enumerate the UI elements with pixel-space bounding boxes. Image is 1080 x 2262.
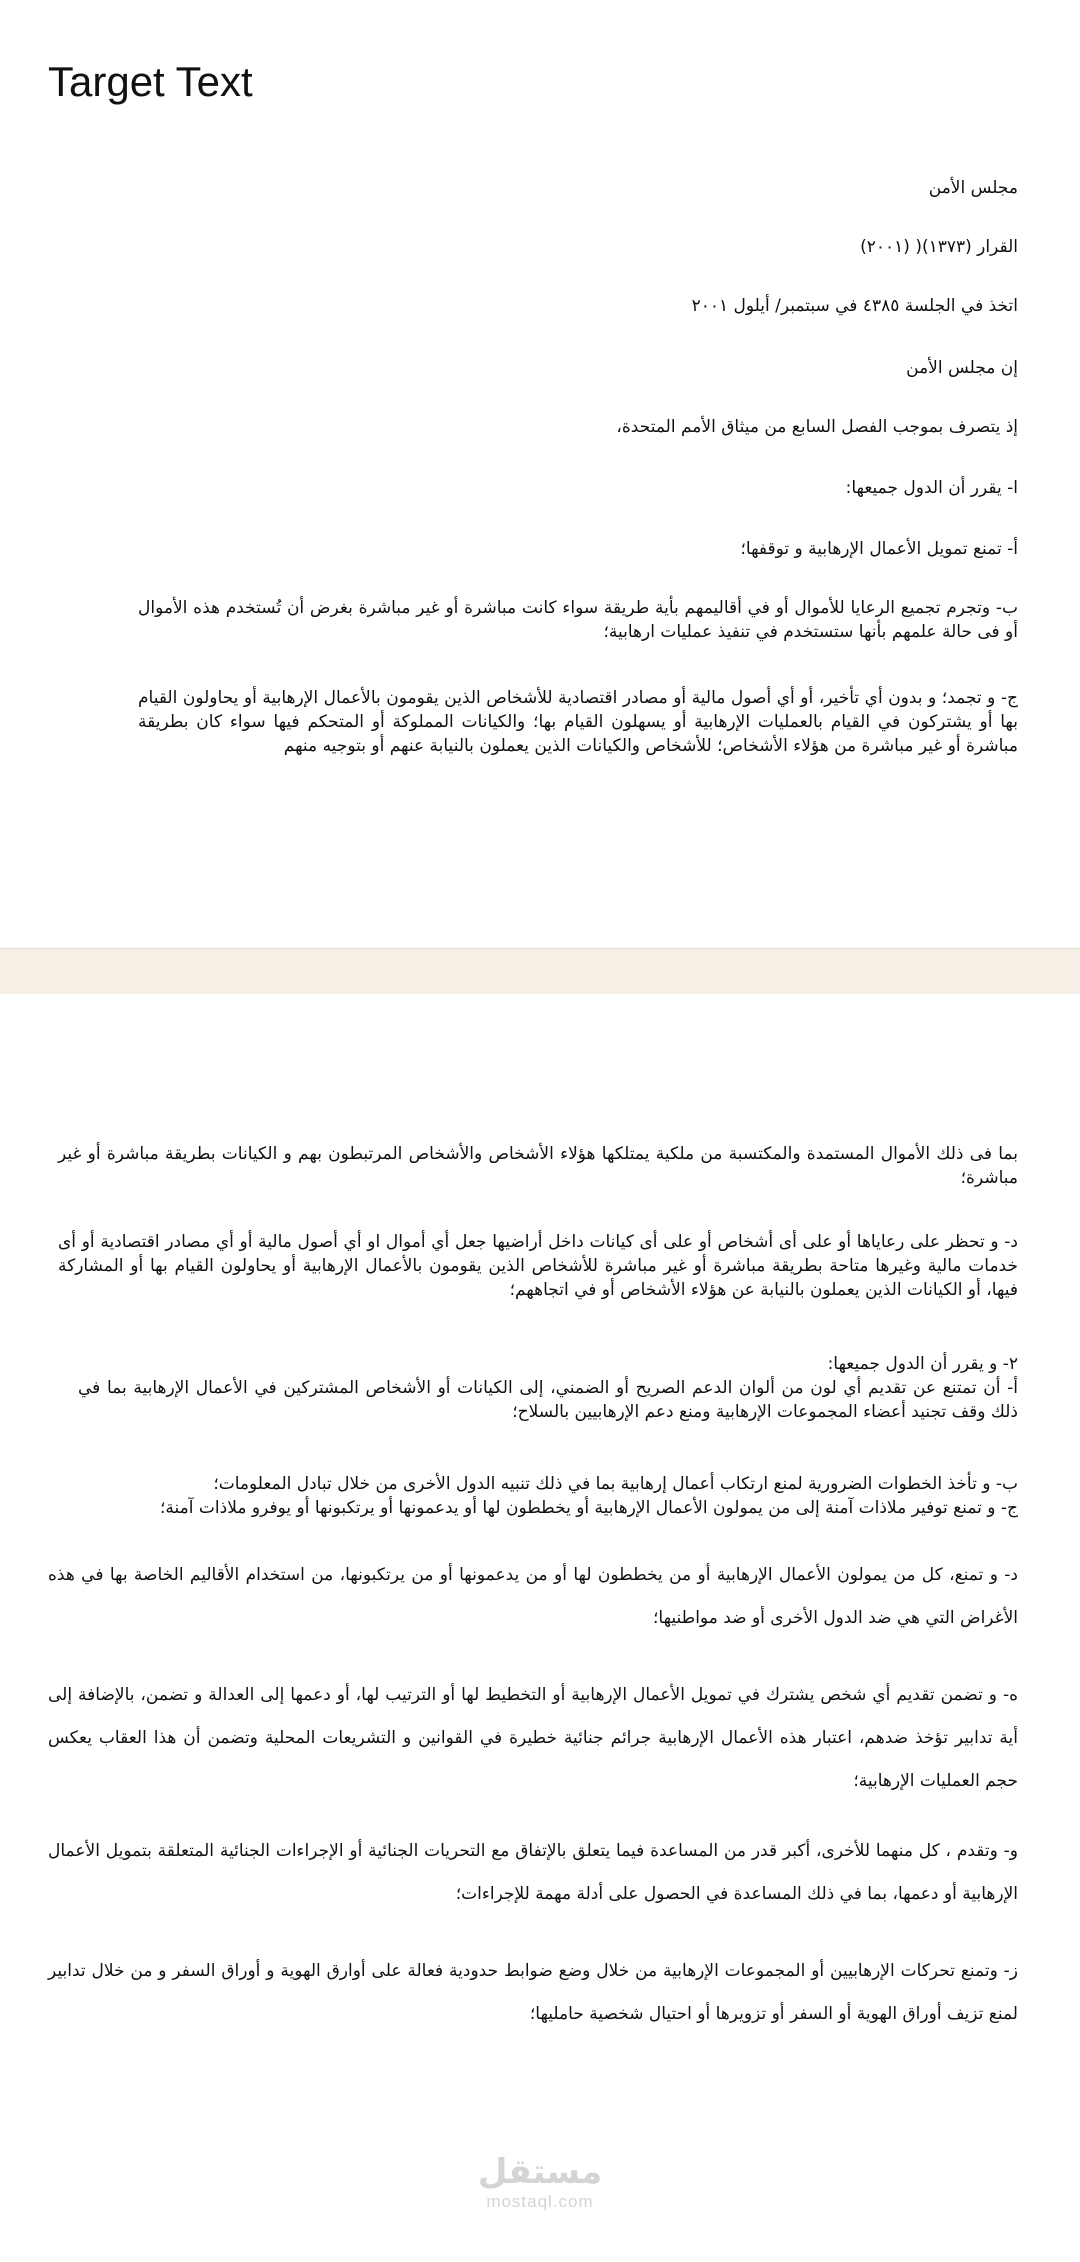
paragraph-session-date: اتخذ في الجلسة ٤٣٨٥ في سبتمبر/ أيلول ٢٠٠١ <box>691 296 1018 316</box>
paragraph-clause-1: ا- يقرر أن الدول جميعها: <box>845 478 1018 498</box>
page-separator <box>0 948 1080 994</box>
document-page-1 <box>0 0 1080 948</box>
paragraph-clause-2e: ه- و تضمن تقديم أي شخص يشترك في تمويل الأعمال الإرهابية أو التخطيط لها أو الترتيب لها، أو دعمها إلى العدالة و تضمن، بالإضافة إلى أية تدابير تؤخذ ضدهم، اعتبار هذه الأعمال الإرهابية جرائم جنائية خطيرة في القوانين و التشريعات المحلية وتضمن أن هذا العقاب يعكس حجم العمليات الإرهابية؛ <box>48 1685 1018 1791</box>
paragraph-charter-chapter: إذ يتصرف بموجب الفصل السابع من ميثاق الأمم المتحدة، <box>616 417 1018 437</box>
paragraph-security-council: مجلس الأمن <box>928 178 1018 198</box>
paragraph-clause-2b: ب- و تأخذ الخطوات الضرورية لمنع ارتكاب أعمال إرهابية بما في ذلك تنبيه الدول الأخرى من خلال تبادل المعلومات؛ <box>213 1474 1018 1494</box>
paragraph-clause-2f: و- وتقدم ، كل منهما للأخرى، أكبر قدر من المساعدة فيما يتعلق بالإتفاق مع التحريات الجنائية أو الإجراءات الجنائية المتعلقة بتمويل الأعمال الإرهابية أو دعمها، بما في ذلك المساعدة في الحصول على أدلة مهمة للإجراءات؛ <box>48 1841 1018 1904</box>
paragraph-clause-2d: د- و تمنع، كل من يمولون الأعمال الإرهابية أو من يخططون لها أو من يدعمونها أو من يرتكبونها، من استخدام الأقاليم الخاصة بها في هذه الأغراض التي هي ضد الدول الأخرى أو ضد مواطنيها؛ <box>48 1565 1018 1628</box>
page-title: Target Text <box>48 58 253 105</box>
paragraph-resolution-number: القرار (١٣٧٣)( (٢٠٠١) <box>860 237 1018 257</box>
paragraph-clause-1b: ب- وتجرم تجميع الرعايا للأموال أو في أقاليمهم بأية طريقة سواء كانت مباشرة أو غير مباشرة بغرض أن تُستخدم هذه الأموال أو فى حالة علمهم بأنها ستستخدم في تنفيذ عمليات ارهابية؛ <box>138 598 1018 642</box>
paragraph-council-intro: إن مجلس الأمن <box>906 358 1018 378</box>
paragraph-clause-2g: ز- وتمنع تحركات الإرهابيين أو المجموعات الإرهابية من خلال وضع ضوابط حدودية فعالة على أوارق الهوية و أوراق السفر و من خلال تدابير لمنع تزيف أوراق الهوية أو السفر أو تزويرها أو احتيال شخصية حامليها؛ <box>48 1961 1018 2024</box>
paragraph-clause-2-heading: ٢- و يقرر أن الدول جميعها: <box>827 1354 1018 1374</box>
paragraph-continuation: بما فى ذلك الأموال المستمدة والمكتسبة من ملكية يمتلكها هؤلاء الأشخاص والأشخاص المرتبطون بهم و الكيانات بطريقة مباشرة أو غير مباشرة؛ <box>58 1144 1018 1188</box>
paragraph-clause-2a: أ- أن تمتنع عن تقديم أي لون من ألوان الدعم الصريح أو الضمني، إلى الكيانات أو الأشخاص المشتركين في الأعمال الإرهابية بما في ذلك وقف تجنيد أعضاء المجموعات الإرهابية ومنع دعم الإرهابيين بالسلاح؛ <box>78 1378 1018 1422</box>
paragraph-clause-1c: ج- و تجمد؛ و بدون أي تأخير، أو أي أصول مالية أو مصادر اقتصادية للأشخاص الذين يقومون بالأعمال الإرهابية أو يحاولون القيام بها أو يشتركون في القيام بالعمليات الإرهابية أو يسهلون القيام بها؛ والكيانات المملوكة أو المتحكم فيها سواء كان بطريقة مباشرة أو غير مباشرة من هؤلاء الأشخاص؛ للأشخاص والكيانات الذين يعملون بالنيابة عنهم أو بتوجيه منهم <box>138 688 1018 756</box>
paragraph-clause-1a: أ- تمنع تمويل الأعمال الإرهابية و توقفها؛ <box>740 539 1018 559</box>
paragraph-clause-1d: د- و تحظر على رعاياها أو على أى أشخاص أو على أى كيانات داخل أراضيها جعل أي أموال او أي أصول مالية أو أي مصادر اقتصادية أو أى خدمات مالية وغيرها متاحة بطريقة مباشرة أو غير مباشرة للأشخاص الذين يقومون بالأعمال الإرهابية أو يحاولون القيام بها أو المشاركة فيها، أو الكيانات الذين يعملون بالنيابة عن هؤلاء الأشخاص أو في اتجاههم؛ <box>58 1232 1018 1300</box>
paragraph-clause-2c: ج- و تمنع توفير ملاذات آمنة إلى من يمولون الأعمال الإرهابية أو يخططون لها أو يدعمونها أو يرتكبونها أو يوفرو ملاذات آمنة؛ <box>160 1498 1018 1518</box>
mostaql-watermark-logo: مستقل mostaql.com <box>477 2152 603 2211</box>
